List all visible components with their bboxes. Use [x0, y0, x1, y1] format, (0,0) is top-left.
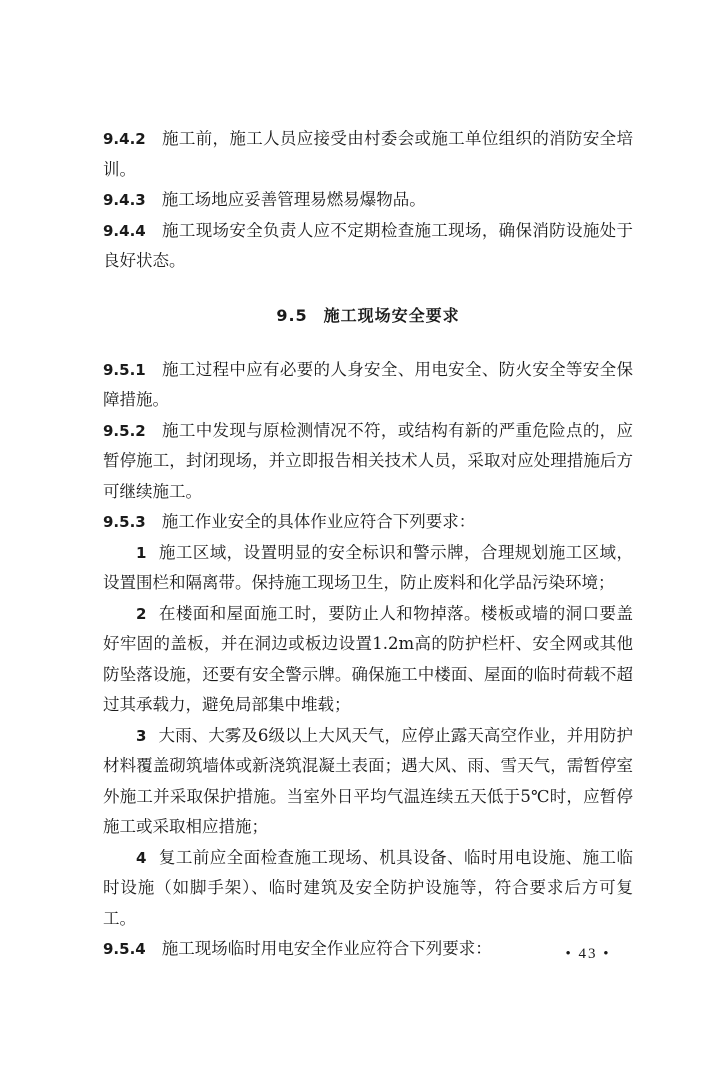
item-text: 施工区域，设置明显的安全标识和警示牌，合理规划施工区域，设置围栏和隔离带。保持施工现场卫生，防止废料和化学品污染环境； [103, 542, 633, 592]
clause-text: 施工前，施工人员应接受由村委会或施工单位组织的消防安全培训。 [103, 129, 633, 179]
item-text: 在楼面和屋面施工时，要防止人和物掉落。楼板或墙的洞口要盖好牢固的盖板，并在洞边或板边设置1.2m高的防护栏杆、安全网或其他防坠落设施，还要有安全警示牌。确保施工中楼面、屋面的临时荷载不超过其承载力，避免局部集中堆载； [103, 603, 633, 714]
item-number: 1 [136, 543, 147, 562]
list-item-4 [103, 843, 633, 935]
clause-number: 9.4.3 [103, 191, 146, 209]
clause-text: 施工现场临时用电安全作业应符合下列要求： [161, 939, 492, 958]
list-item-1 [103, 538, 633, 599]
clause-number: 9.4.4 [103, 221, 146, 240]
clause-9-5-3 [103, 507, 633, 538]
clause-9-5-2 [103, 416, 633, 508]
clause-number: 9.4.2 [103, 130, 146, 148]
item-number: 3 [136, 726, 147, 745]
item-text: 大雨、大雾及6级以上大风天气，应停止露天高空作业，并用防护材料覆盖砌筑墙体或新浇筑混凝土表面；遇大风、雨、雪天气，需暂停室外施工并采取保护措施。当室外日平均气温连续五天低于5℃时，应暂停施工或采取相应措施； [103, 725, 633, 836]
section-heading [103, 301, 633, 331]
clause-9-5-4 [103, 934, 633, 965]
clause-text: 施工场地应妥善管理易燃易爆物品。 [161, 190, 426, 209]
page-number: • 43 • [565, 946, 611, 962]
clause-9-4-2 [103, 124, 633, 185]
clause-text: 施工作业安全的具体作业应符合下列要求： [161, 512, 476, 531]
section-number: 9.5 [276, 305, 308, 325]
clause-number: 9.5.1 [103, 360, 146, 379]
item-number: 4 [136, 848, 147, 867]
clause-number: 9.5.2 [103, 421, 146, 440]
clause-text: 施工现场安全负责人应不定期检查施工现场，确保消防设施处于良好状态。 [103, 220, 633, 270]
clause-9-4-4 [103, 216, 633, 277]
clause-text: 施工过程中应有必要的人身安全、用电安全、防火安全等安全保障措施。 [103, 359, 633, 409]
list-item-3 [103, 721, 633, 843]
document-body [103, 124, 633, 965]
clause-number: 9.5.3 [103, 513, 146, 531]
item-text: 复工前应全面检查施工现场、机具设备、临时用电设施、施工临时设施（如脚手架）、临时建筑及安全防护设施等，符合要求后方可复工。 [103, 847, 633, 928]
clause-text: 施工中发现与原检测情况不符，或结构有新的严重危险点的，应暂停施工，封闭现场，并立即报告相关技术人员，采取对应处理措施后方可继续施工。 [103, 420, 633, 501]
item-number: 2 [136, 604, 147, 623]
section-title-text: 施工现场安全要求 [323, 305, 460, 325]
clause-9-5-1 [103, 355, 633, 416]
clause-number: 9.5.4 [103, 940, 146, 958]
list-item-2 [103, 599, 633, 721]
clause-9-4-3 [103, 185, 633, 216]
